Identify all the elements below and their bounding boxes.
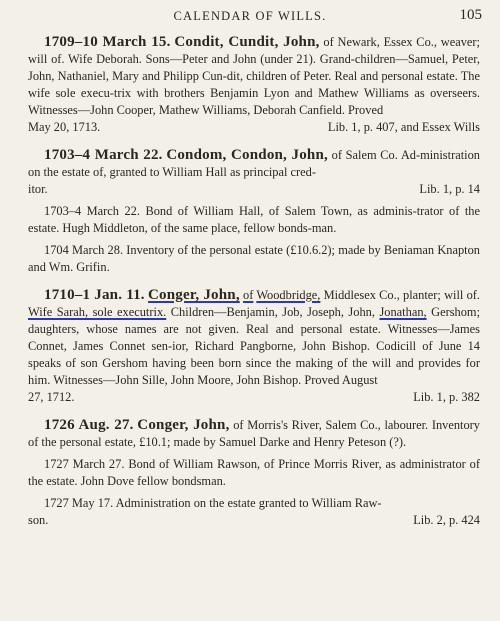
reference-line — [28, 512, 480, 529]
entry-text: of — [243, 288, 254, 302]
entry-paragraph — [28, 287, 480, 389]
library-reference: Lib. 1, p. 382 — [413, 390, 480, 404]
page-body — [28, 34, 480, 540]
library-reference: Lib. 1, p. 407, and Essex Wills — [327, 120, 480, 134]
entry-text: of Newark, Essex Co., — [323, 35, 437, 49]
library-reference: Lib. 2, p. 424 — [413, 513, 480, 527]
sub-paragraph: 1727 May 17. Administration on the estate granted to William Raw- — [44, 496, 382, 510]
entry-text: of Salem Co. Ad-ministration on the estate of, granted to William Hall as principal cred- — [28, 148, 480, 179]
entry-text: Children—Benjamin, Job, Joseph, John, — [170, 305, 375, 319]
running-title: CALENDAR OF WILLS. — [173, 9, 327, 23]
underlined-place: Woodbridge, — [256, 288, 321, 302]
entry-text: Middlesex Co., planter; will of. — [323, 288, 481, 302]
entry-text-end: son. — [28, 513, 49, 527]
will-entry — [28, 34, 480, 136]
entry-text: weaver; will of. Wife Deborah. Sons—Peter and John (under 21). Grand-children—Samuel, Peter, John, Nathaniel, Mary and Philipp Cun-dit, children of Peter. Real and personal estate. The wife sole execu-trix with brothers Benjamin Lyon and Mathew Williams as overseers. Witnesses—John Cooper, Mathew Williams, Deborah Canfield. Proved — [28, 35, 480, 117]
sub-paragraph: 1704 March 28. Inventory of the personal estate (£10.6.2); made by Beniaman Knapton and Wm. Grifin. — [28, 243, 480, 274]
entry-name: Conger, John, — [137, 417, 230, 433]
entry-text: of Morris's River, Salem Co., labourer. Inventory of the personal estate, £10.1; made by Samuel Darke and Henry Peteson (?). — [28, 418, 480, 449]
entry-text-end: May 20, 1713. — [28, 120, 101, 134]
page-number: 105 — [459, 7, 482, 23]
reference-line — [28, 389, 480, 406]
sub-paragraph: 1727 March 27. Bond of William Rawson, of Prince Morris River, as administrator of the estate. John Dove fellow bondsman. — [28, 457, 480, 488]
entry-paragraph — [28, 417, 480, 451]
underlined-child: Jonathan, — [379, 305, 427, 319]
library-reference: Lib. 1, p. 14 — [419, 182, 480, 196]
entry-paragraph — [28, 147, 480, 181]
will-entry — [28, 287, 480, 406]
underlined-wife: Wife Sarah, sole executrix. — [28, 305, 167, 319]
entry-text-end: 27, 1712. — [28, 390, 75, 404]
entry-date: 1710–1 Jan. 11. — [44, 287, 145, 303]
entry-date: 1726 Aug. 27. — [44, 417, 134, 433]
entry-name: Condit, Cundit, John, — [174, 34, 320, 50]
entry-text: Gershom; daughters, whose names are not given. Real and personal estate. Witnesses—James Connet, James Connet sen-ior, Richard Pangborne, John Bishop. Codicill of June 14 speaks of son Gershom having been born since the making of the will and provides for him. Witnesses—John Sille, John Moore, John Bishop. Proved August — [28, 305, 481, 387]
reference-line — [28, 181, 480, 198]
entry-date: 1703–4 March 22. — [44, 147, 163, 163]
entry-name: Conger, John, — [148, 287, 240, 303]
will-entry — [28, 417, 480, 529]
reference-line — [28, 119, 480, 136]
sub-paragraph: 1703–4 March 22. Bond of William Hall, of Salem Town, as adminis-trator of the estate. Hugh Middleton, of the same place, fellow bonds-man. — [28, 204, 480, 235]
entry-date: 1709–10 March 15. — [44, 34, 171, 50]
will-entry — [28, 147, 480, 276]
entry-text-end: itor. — [28, 182, 48, 196]
running-header — [0, 7, 500, 27]
entry-paragraph — [28, 34, 480, 119]
entry-name: Condom, Condon, John, — [166, 147, 328, 163]
